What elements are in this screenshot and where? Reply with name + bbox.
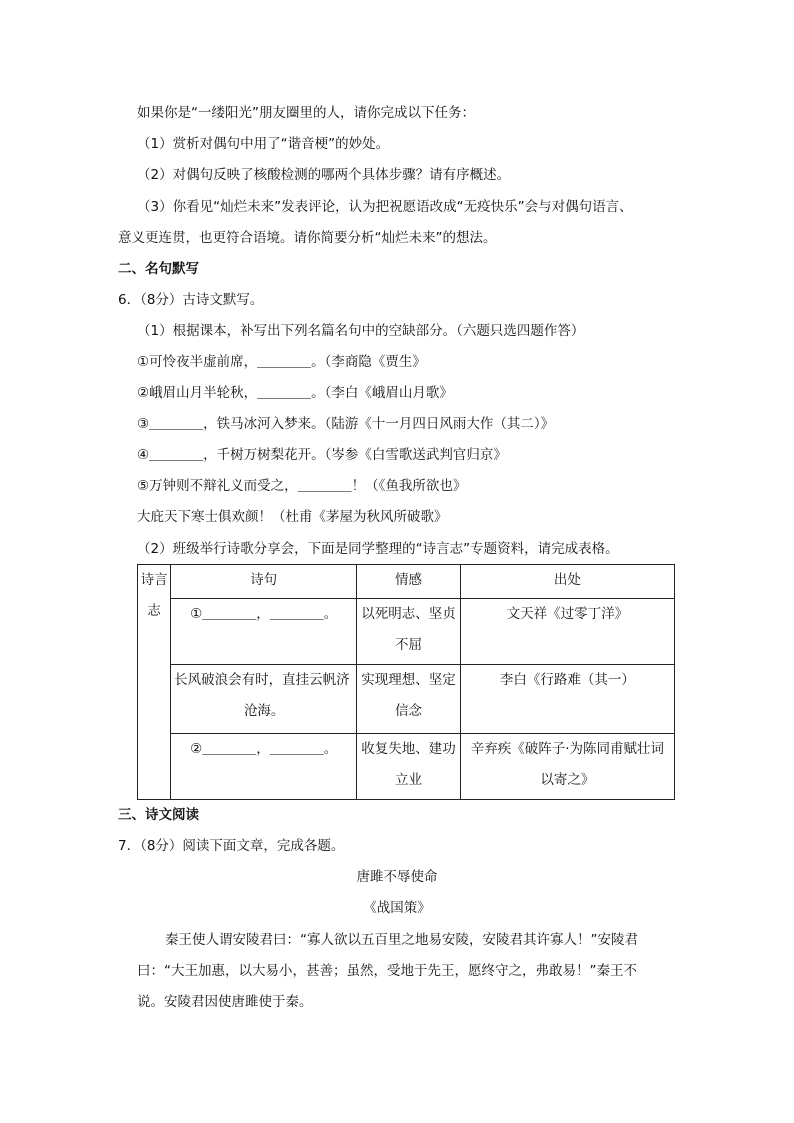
section-heading-3: 三、诗文阅读 xyxy=(118,807,199,823)
row2-emotion-line2: 信念 xyxy=(394,703,422,720)
q5-task-1: （1）赏析对偶句中用了“谐音梗”的妙处。 xyxy=(137,136,390,152)
article-para-line3: 说。安陵君因使唐雎使于秦。 xyxy=(137,994,313,1010)
section-heading-2: 二、名句默写 xyxy=(118,261,199,277)
q6-item-2: ②峨眉山月半轮秋，＿＿＿＿。（李白《峨眉山月歌》 xyxy=(137,385,453,401)
row3-source xyxy=(460,733,674,799)
q6-title: 6．（8分）古诗文默写。 xyxy=(118,292,264,308)
q6-item-5: ⑤万钟则不辩礼义而受之，＿＿＿＿！（《鱼我所欲也》 xyxy=(137,478,467,494)
header-source: 出处 xyxy=(460,565,674,599)
q6-item-4: ④＿＿＿＿，千树万树梨花开。（岑参《白雪歌送武判官归京》 xyxy=(137,447,507,463)
row2-emotion-line1: 实现理想、坚定 xyxy=(361,672,456,689)
row3-emotion-line1: 收复失地、建功 xyxy=(361,740,456,757)
row2-poem-line2: 沧海。 xyxy=(243,703,285,720)
article-para-line1: 秦王使人谓安陵君曰：“寡人欲以五百里之地易安陵，安陵君其许寡人！”安陵君 xyxy=(165,932,638,948)
row1-poem: ①＿＿＿＿，＿＿＿＿。 xyxy=(171,599,357,665)
q6-part-2: （2）班级举行诗歌分享会，下面是同学整理的“诗言志”专题资料，请完成表格。 xyxy=(137,541,619,557)
side-label-line1: 诗言 xyxy=(140,572,168,588)
row3-source-line1: 辛弃疾《破阵子·为陈同甫赋壮词 xyxy=(470,740,665,757)
row1-source: 文天祥《过零丁洋》 xyxy=(460,599,674,665)
header-poem: 诗句 xyxy=(171,565,357,599)
row2-source: 李白《行路难（其一） xyxy=(460,665,674,733)
row3-emotion xyxy=(357,733,461,799)
row2-poem-line1: 长风破浪会有时，直挂云帆济 xyxy=(174,672,350,689)
article-source: 《战国策》 xyxy=(363,900,431,916)
q6-item-3: ③＿＿＿＿，铁马冰河入梦来。（陆游《十一月四日风雨大作（其二）》 xyxy=(137,416,555,432)
poem-table xyxy=(137,564,675,800)
table-side-label xyxy=(138,565,171,800)
q5-task-3-line1: （3）你看见“灿烂未来”发表评论，认为把祝愿语改成“无疫快乐”会与对偶句语言、 xyxy=(137,199,633,215)
q5-task-2: （2）对偶句反映了核酸检测的哪两个具体步骤？请有序概述。 xyxy=(137,167,511,183)
row3-poem: ②＿＿＿＿，＿＿＿＿。 xyxy=(171,733,357,799)
q5-task-3-line2: 意义更连贯，也更符合语境。请你简要分析“灿烂未来”的想法。 xyxy=(118,230,497,246)
q6-part-1: （1）根据课本，补写出下列名篇名句中的空缺部分。（六题只选四题作答） xyxy=(137,323,585,339)
table-row xyxy=(138,733,675,799)
row1-emotion-line2: 不屈 xyxy=(394,637,422,654)
row3-source-line2: 以寄之》 xyxy=(540,771,595,788)
q5-intro: 如果你是“一缕阳光”朋友圈里的人，请你完成以下任务： xyxy=(137,105,475,121)
row1-emotion-line1: 以死明志、坚贞 xyxy=(361,606,456,623)
q6-item-6: 大庇天下寒士俱欢颜！（杜甫《茅屋为秋风所破歌》 xyxy=(137,509,448,525)
article-title: 唐雎不辱使命 xyxy=(356,869,438,885)
q6-item-1: ①可怜夜半虚前席，＿＿＿＿。（李商隐《贾生》 xyxy=(137,354,426,370)
row2-emotion xyxy=(357,665,461,733)
side-label-line2: 志 xyxy=(147,603,161,619)
article-para-line2: 曰：“大王加惠，以大易小，甚善；虽然，受地于先王，愿终守之，弗敢易！”秦王不 xyxy=(137,963,637,979)
row3-emotion-line2: 立业 xyxy=(394,771,422,788)
row1-emotion xyxy=(357,599,461,665)
q7-title: 7．（8分）阅读下面文章，完成各题。 xyxy=(118,838,345,854)
row2-poem xyxy=(171,665,357,733)
table-row xyxy=(138,599,675,665)
header-emotion: 情感 xyxy=(357,565,461,599)
table-row xyxy=(138,665,675,733)
